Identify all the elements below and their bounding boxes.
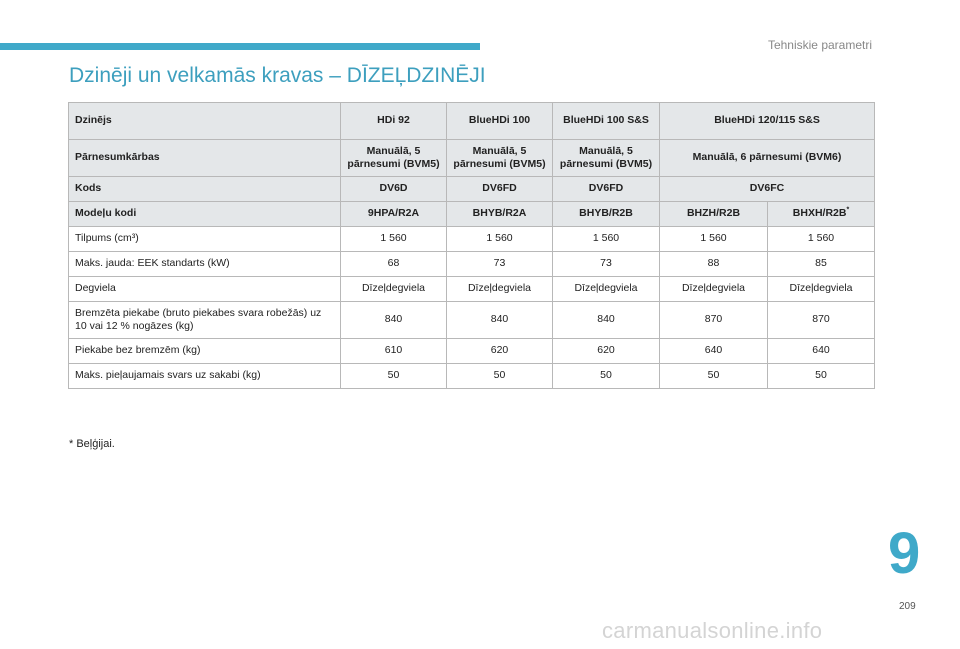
table-cell: [553, 177, 660, 202]
cell-text: 840: [597, 313, 615, 326]
table-cell: [341, 202, 447, 227]
table-row: [69, 252, 875, 277]
table-cell: [341, 302, 447, 339]
cell-text: DV6D: [379, 182, 408, 195]
cell-text: 50: [493, 369, 506, 382]
section-title: Tehniskie parametri: [767, 38, 872, 52]
table-cell: [660, 202, 768, 227]
cell-text: BHYB/R2A: [472, 207, 527, 220]
row-label: Kods: [69, 177, 341, 202]
table-cell: [768, 202, 875, 227]
table-row: [69, 339, 875, 364]
cell-text: 88: [707, 257, 720, 270]
cell-text: BlueHDi 100: [468, 114, 531, 127]
table-cell: [447, 202, 553, 227]
cell-text: DV6FD: [482, 182, 517, 195]
table-cell: [768, 252, 875, 277]
cell-text: 620: [490, 344, 509, 357]
table-cell: [660, 277, 768, 302]
cell-text: Dīzeļdegviela: [467, 282, 532, 295]
row-label: Pārnesumkārbas: [69, 140, 341, 177]
cell-text: HDi 92: [377, 114, 410, 127]
cell-text: Manuālā, 5 pārnesumi (BVM5): [347, 144, 440, 170]
table-cell: [660, 227, 768, 252]
page-number: 209: [899, 601, 916, 612]
cell-text: 870: [704, 313, 723, 326]
cell-text: 1 560: [592, 232, 620, 245]
table-cell: [341, 252, 447, 277]
cell-text: 840: [384, 313, 403, 326]
table-row: [69, 103, 875, 140]
table-cell: [553, 252, 660, 277]
table-cell: [768, 227, 875, 252]
cell-text: 1 560: [807, 232, 835, 245]
table-cell: [447, 277, 553, 302]
row-label: Dzinējs: [69, 103, 341, 140]
table-cell: [660, 302, 768, 339]
page-title: Dzinēji un velkamās kravas – DĪZEĻDZINĒJI: [69, 64, 486, 87]
cell-text: 1 560: [486, 232, 513, 245]
cell-text: BHZH/R2B: [686, 207, 741, 220]
table-cell: [553, 364, 660, 389]
table-cell: [447, 302, 553, 339]
cell-text: 9HPA/R2A: [367, 207, 420, 220]
table-cell: [447, 252, 553, 277]
cell-text: 620: [597, 344, 615, 357]
table-cell: [553, 227, 660, 252]
table-row: [69, 177, 875, 202]
row-label: Maks. pieļaujamais svars uz sakabi (kg): [69, 364, 341, 389]
row-label: Modeļu kodi: [69, 202, 341, 227]
table-cell: [341, 227, 447, 252]
table-cell: [341, 140, 447, 177]
table-cell: [341, 277, 447, 302]
cell-text: 50: [707, 369, 720, 382]
footnote-marker: *: [846, 206, 850, 214]
table-cell: [768, 277, 875, 302]
table-cell: [768, 364, 875, 389]
cell-text: Dīzeļdegviela: [681, 282, 746, 295]
table-cell: [447, 177, 553, 202]
table-cell: [553, 140, 660, 177]
cell-text: Dīzeļdegviela: [574, 282, 638, 295]
table-row: [69, 227, 875, 252]
cell-text: DV6FD: [588, 182, 624, 195]
table-cell: [447, 227, 553, 252]
table-cell: [553, 277, 660, 302]
table-cell: [553, 339, 660, 364]
cell-text: BlueHDi 120/115 S&S: [714, 114, 820, 127]
watermark: carmanualsonline.info: [602, 618, 823, 643]
table-cell: [341, 364, 447, 389]
chapter-number: 9: [888, 521, 921, 586]
table-cell: [660, 177, 875, 202]
table-cell: [660, 339, 768, 364]
table-row: [69, 202, 875, 227]
cell-text: DV6FC: [749, 182, 785, 195]
table-cell: [660, 103, 875, 140]
row-label: Bremzēta piekabe (bruto piekabes svara robežās) uz 10 vai 12 % nogāzes (kg): [69, 302, 341, 339]
cell-text: BlueHDi 100 S&S: [563, 114, 649, 127]
engine-spec-table: [68, 102, 875, 389]
cell-text: 68: [387, 257, 400, 270]
row-label: Tilpums (cm³): [69, 227, 341, 252]
table-cell: [341, 103, 447, 140]
cell-text: Dīzeļdegviela: [361, 282, 426, 295]
table-row: [69, 277, 875, 302]
table-row: [69, 302, 875, 339]
cell-text: 1 560: [380, 232, 407, 245]
accent-bar: [0, 43, 480, 50]
cell-text: 640: [812, 344, 830, 357]
cell-text: Manuālā, 5 pārnesumi (BVM5): [453, 144, 546, 170]
cell-text: Dīzeļdegviela: [789, 282, 853, 295]
cell-text: 640: [704, 344, 723, 357]
table-cell: [447, 103, 553, 140]
footnote: * Beļģijai.: [69, 438, 115, 450]
table-cell: [660, 252, 768, 277]
table-cell: [768, 339, 875, 364]
cell-text: 50: [815, 369, 827, 382]
table-cell: [660, 140, 875, 177]
table-cell: [447, 339, 553, 364]
cell-text: BHXH/R2B: [792, 207, 847, 220]
table-cell: [447, 140, 553, 177]
cell-text: 73: [493, 257, 506, 270]
cell-text: 85: [815, 257, 827, 270]
table-cell: [553, 202, 660, 227]
table-cell: [660, 364, 768, 389]
cell-text: Manuālā, 6 pārnesumi (BVM6): [692, 151, 842, 164]
table-row: [69, 364, 875, 389]
table-row: [69, 140, 875, 177]
cell-text: 870: [812, 313, 830, 326]
table-cell: [341, 339, 447, 364]
cell-text: 73: [600, 257, 612, 270]
table-cell: [553, 302, 660, 339]
cell-text: 50: [387, 369, 400, 382]
row-label: Degviela: [69, 277, 341, 302]
table-cell: [341, 177, 447, 202]
row-label: Maks. jauda: EEK standarts (kW): [69, 252, 341, 277]
cell-text: 1 560: [700, 232, 727, 245]
cell-text: 840: [490, 313, 509, 326]
cell-text: BHYB/R2B: [579, 207, 633, 220]
table-cell: [553, 103, 660, 140]
table-cell: [768, 302, 875, 339]
table-cell: [447, 364, 553, 389]
cell-text: Manuālā, 5 pārnesumi (BVM5): [559, 144, 653, 170]
row-label: Piekabe bez bremzēm (kg): [69, 339, 341, 364]
cell-text: 50: [600, 369, 612, 382]
cell-text: 610: [384, 344, 403, 357]
